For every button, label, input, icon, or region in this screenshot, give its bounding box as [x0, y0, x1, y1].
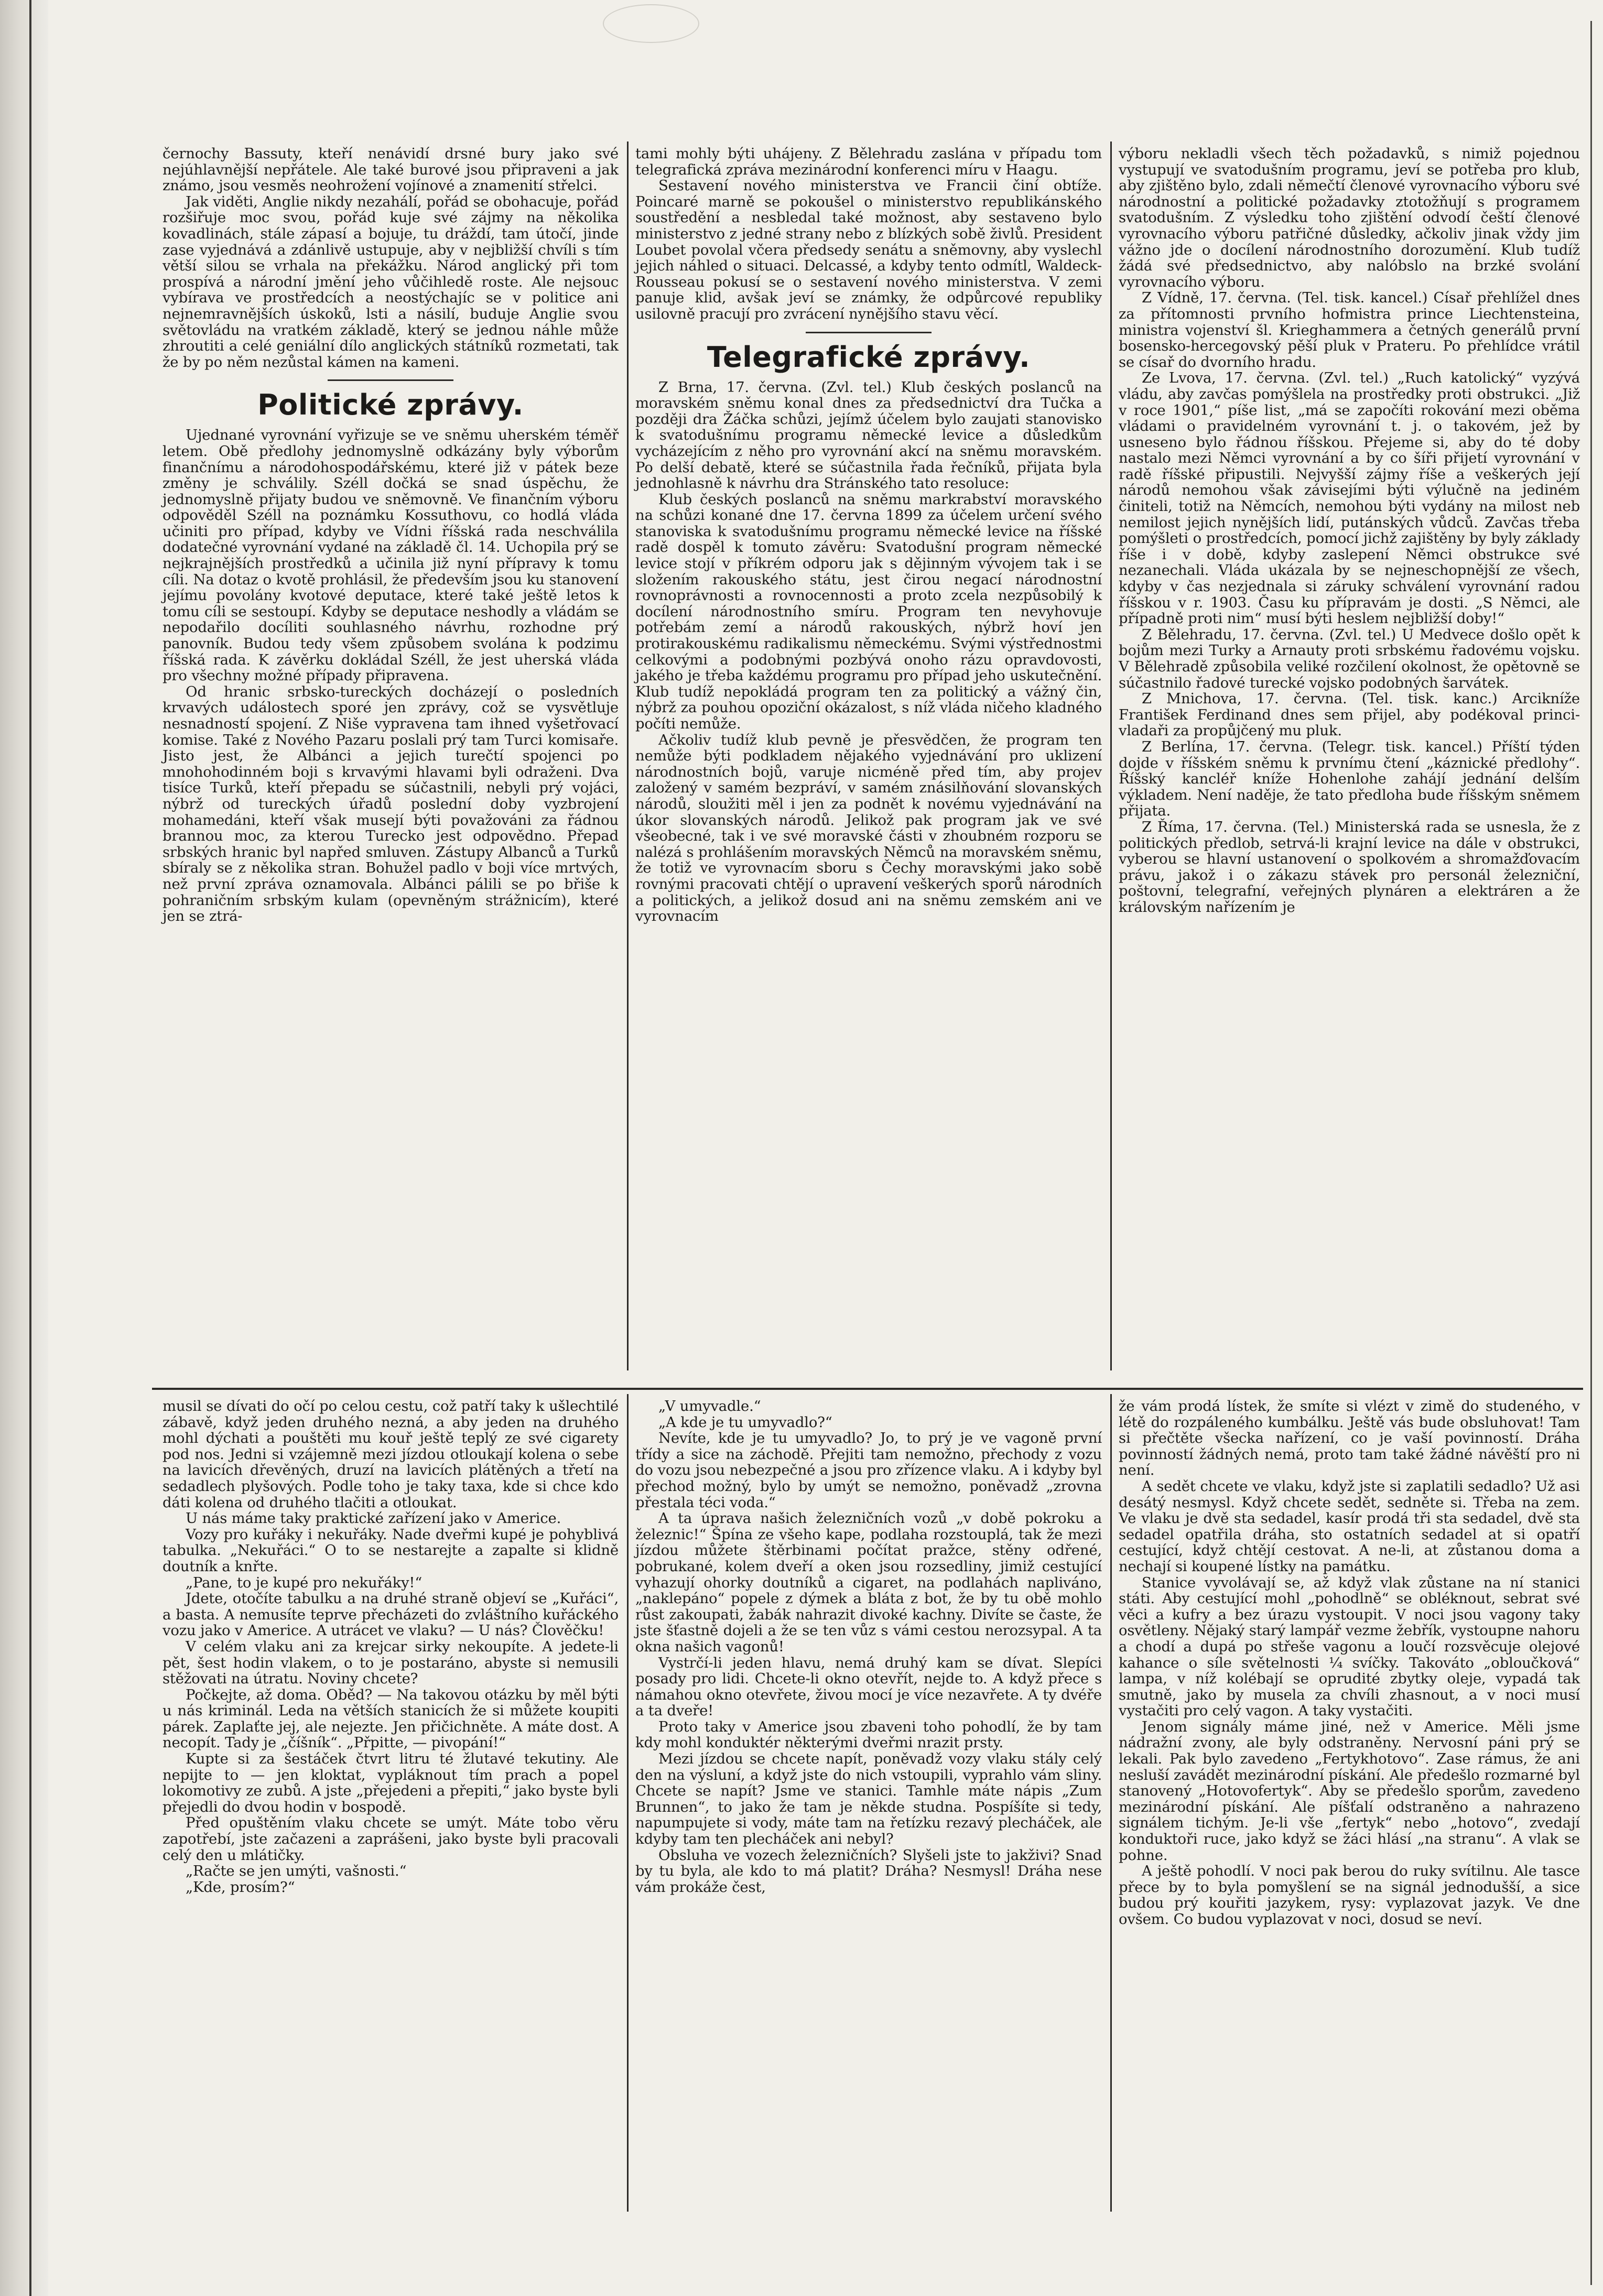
section-divider [806, 332, 932, 333]
article-paragraph: Z Brna, 17. června. (Zvl. tel.) Klub českých poslanců na moravském sněmu konal dnes za předsednictví dra Tučka a později dra Žáčka schůzi, jejímž účelem bylo zaujati stanovisko k svatodušnímu programu německé levice a důsledkům vycházejícím z něho pro vyrovnání akcí na sněmu moravském. Po delší debatě, které se súčastnila řada řečníků, přijata byla jednohlasně k návrhu dra Stránského tato resoluce: [635, 378, 1102, 492]
library-stamp-mark [603, 4, 699, 43]
column-divider [627, 142, 629, 1370]
column-divider [627, 1394, 629, 2212]
feuilleton-paragraph: Stanice vyvolávají se, až když vlak zůstane na ní stanici státi. Aby cestující mohl „pohodlně“ se obléknout, sebrat své věci a kufry a bez úrazu vystoupit. V noci jsou vagony taky osvětleny. Nějaký starý lampář vezme žebřík, vystoupne nahoru a chodí a dupá po střeše vagonu a loučí rozsvěcuje olejové kahance o síle světelnosti ¼ svíčky. Takováto „obloučková“ lampa, v níž kolébají se oprudité zbytky oleje, vypadá tak smutně, jako by musela za chvíli zhasnout, a v noci musí vystačiti pro celý vagon. A taky vystačiti. [1119, 1574, 1580, 1720]
article-paragraph: Jak viděti, Anglie nikdy nezahálí, pořád se obohacuje, pořád rozšiřuje moc svou, pořád kuje své zájmy na několika kovadlinách, stále zápasí a bojuje, tu dráždí, tam útočí, jinde zase vyjednává a zdánlivě ustupuje, aby v nejbližší chvíli s tím větší silou se vrhala na překážku. Národ anglický při tom prospívá a národní jmění jeho vůčihledě roste. Ale nejsouc vybírava ve prostředcích a neostýchajíc se v politice ani nejnemravnějších úskoků, lsti a násilí, buduje Anglie svou světovládu na vratkém základě, který se jednou náhle může zhroutiti a celé geniální dílo anglických státníků rozmetati, tak že by po něm nezůstal kámen na kameni. [163, 193, 619, 371]
column-1-upper [163, 146, 619, 924]
feuilleton-column-3 [1119, 1398, 1580, 1928]
feuilleton-paragraph: A sedět chcete ve vlaku, když jste si zaplatili sedadlo? Už asi desátý nesmysl. Když chcete sedět, sedněte si. Třeba na zem. Ve vlaku je dvě sta sedadel, kasír prodá tři sta sedadel, dvě sta sedadel opatřila dráha, sto ostatních sedadel at si opatří cestující, když chtějí cestovat. A ne-li, at zůstanou doma a nechají si koupené lístky na památku. [1119, 1477, 1580, 1575]
news-item-vienna: Z Vídně, 17. června. (Tel. tisk. kancel.) Císař přehlížel dnes za přítomnosti prvního hofmistra prince Liechtensteina, ministra vojenství šl. Krieghammera a četných generálů první bosensko-hercegovský pěší pluk v Prateru. Po přehlídce vrátil se císař do dvorního hradu. [1119, 289, 1580, 371]
feuilleton-paragraph: V celém vlaku ani za krejcar sirky nekoupíte. A jedete-li pět, šest hodin vlakem, o to je postaráno, abyste si nemusili stěžovati na útratu. Noviny chcete? [163, 1638, 619, 1688]
feuilleton-paragraph: „Kde, prosím?“ [186, 1878, 295, 1896]
feuilleton-paragraph: A ta úprava našich železničních vozů „v době pokroku a železnic!“ Špína ze všeho kape, podlaha rozstouplá, tak že mezi jízdou můžete štěrbinami počítat pražce, stěny odřené, pobrukané, kolem dveří a oken jsou rozsedliny, jimiž cestující vyhazují ohorky doutníků a cigaret, na podlahách napliváno, „naklepáno“ popele z dýmek a bláta z bot, že by tu obě mohlo růst zakoupati, žabák nahrazit divoké kachny. Divíte se časte, že jste šťastně dojeli a že se ten vůz s vámi cestou nerozsypal. A ta okna našich vagonů! [635, 1510, 1102, 1655]
feuilleton-paragraph: Obsluha ve vozech železničních? Slyšeli jste to jakživi? Snad by tu byla, ale kdo to má platit? Dráha? Nesmysl! Dráha nese vám prokáže čest, [635, 1846, 1102, 1896]
feuilleton-column-1 [163, 1398, 619, 1895]
feuilleton-paragraph: Kupte si za šestáček čtvrt litru té žlutavé tekutiny. Ale nepijte to — jen kloktat, vypláknout tím prach a popel lokomotivy ze zubů. A jste „přejedeni a přepiti,“ jako byste byli přejedli do dvou hodin v bospodě. [163, 1750, 619, 1815]
feuilleton-paragraph: „Pane, to je kupé pro nekuřáky!“ [186, 1574, 423, 1591]
article-paragraph: Ujednané vyrovnání vyřizuje se ve sněmu uherském téměř letem. Obě předlohy jednomyslně odkázány byly výborům finančnímu a národohospodářskému, které již v pátek beze změny je schválily. Széll dočká se snad úspěchu, že jednomyslně přijaty budou ve sněmovně. Ve finančním výboru odpověděl Széll na poznámku Kossuthovu, co hodlá vláda učiniti pro případ, kdyby ve Vídni říšská rada neschválila dodatečné vyrovnání vydané na základě čl. 14. Uchopila prý se nejkrajnějších prostředků a učinila již nyní přípravy k tomu cíli. Na dotaz o kvotě prohlásil, že především jsou ku stanovení jejímu povolány kvotové deputace, které také ještě letos k tomu cíli se sestoupí. Kdyby se deputace neshodly a vládám se nepodařilo docíliti souhlasného návrhu, rozhodne prý panovník. Budou tedy všem způsobem svolána k podzimu říšská rada. K závěrku dokládal Széll, že jest uherská vláda pro všechny možné případy připravena. [163, 427, 619, 684]
feuilleton-paragraph: Nevíte, kde je tu umyvadlo? Jo, to prý je ve vagoně první třídy a sice na záchodě. Přejiti tam nemožno, přechody z vozu do vozu jsou nebezpečné a jsou pro zřízence vlaku. A i kdyby byl přechod možný, bylo by umýt se nemožno, poněvadž „zrovna přestala téci voda.“ [635, 1430, 1102, 1511]
article-paragraph: černochy Bassuty, kteří nenávidí drsné bury jako své nejúhlavnější nepřátele. Ale také burové jsou připraveni a jak známo, jsou vesměs neohrožení vojínové a znamenití střelci. [163, 145, 619, 194]
feuilleton-paragraph: „V umyvadle.“ [658, 1398, 761, 1414]
news-item-munich: Z Mnichova, 17. června. (Tel. tisk. kanc.) Arcikníže František Ferdinand dnes sem přijel, aby podékoval princi-vladaři za propůjčený mu pluk. [1119, 690, 1580, 739]
article-paragraph: tami mohly býti uhájeny. Z Bělehradu zaslána v případu tom telegrafická zpráva mezinárodní konferenci míru v Haagu. [635, 145, 1102, 178]
feuilleton-paragraph: Před opuštěním vlaku chcete se umýt. Máte tobo věru zapotřebí, jste začazeni a zaprášeni, jako byste byli pracovali celý den u mlátičky. [163, 1814, 619, 1864]
article-paragraph: Od hranic srbsko-tureckých docházejí o posledních krvavých událostech sporé jen zprávy, což se vysvětluje nesnadností spojení. Z Niše vypravena tam ihned vyšetřovací komise. Také z Nového Pazaru poslali prý tam Turci komisaře. Jisto jest, že Albánci a jejich turečtí spojenci po mnohohodinném boji s krvavými hlavami byli odraženi. Dva tisíce Turků, kteří přepadu se súčastnili, nebyli prý vojáci, nýbrž od tureckých úřadů poslední doby vyzbrojení mohamedáni, kteří však musejí býti považováni za řádnou brannou moc, za kterou Turecko jest odpovědno. Přepad srbských hranic byl napřed smluven. Zástupy Albanců a Turků sbíraly se z několika stran. Bohužel padlo v boji více mrtvých, než první zpráva oznamovala. Albánci pálili se po břiše k pohraničním srbským kulam (opevněným strážnicím), které jen se ztrá- [163, 683, 619, 925]
feuilleton-paragraph: Jdete, otočíte tabulku a na druhé straně objeví se „Kuřáci“, a basta. A nemusíte teprve přecházeti do zvláštního kuřáckého vozu jako v Americe. A utrácet ve vlaku? — U nás? Člověčku! [163, 1590, 619, 1639]
feuilleton-divider [152, 1388, 1583, 1390]
news-item-belgrade: Z Bělehradu, 17. června. (Zvl. tel.) U Medvece došlo opět k bojům mezi Turky a Arnauty proti srbskému řadovému vojsku. V Bělehradě způsobila veliké rozčilení okolnost, že opětovně se súčastnilo řadové turecké vojsko podobných šarvátek. [1119, 626, 1580, 691]
news-item-rome: Z Říma, 17. června. (Tel.) Ministerská rada se usnesla, že z politických předlob, setrvá-li krajní levice na dále v obstrukci, vyberou se hlavní ustanovení o spolkovém a shromažďovacím právu, jakož i o zákazu stávek pro personál železniční, poštovní, telegrafní, veřejných plynáren a elektráren a že královským nařízením je [1119, 818, 1580, 916]
binding-spine [0, 0, 48, 2296]
feuilleton-paragraph: „Račte se jen umýti, vašnosti.“ [186, 1863, 407, 1880]
feuilleton-paragraph: Mezi jízdou se chcete napít, poněvadž vozy vlaku stály celý den na výsluní, a když jste do nich vstoupili, vyprahlo vám sliny. Chcete se napít? Jsme ve stanici. Tamhle máte nápis „Zum Brunnen“, to jako že tam je někde studna. Pospíšíte si tedy, napumpujete si vody, máte tam na řetízku rezavý plecháček, ale kdyby tam ten plecháček ani nebyl? [635, 1750, 1102, 1848]
section-divider [328, 379, 453, 381]
feuilleton-column-2 [635, 1398, 1102, 1895]
feuilleton-paragraph: Vozy pro kuřáky i nekuřáky. Nade dveřmi kupé je pohyblivá tabulka. „Nekuřáci.“ O to se nestarejte a zapalte si klidně doutník a knřte. [163, 1526, 619, 1575]
section-heading-telegraphic: Telegrafické zprávy. [707, 340, 1031, 374]
binding-rule [29, 0, 31, 2296]
article-paragraph: Klub českých poslanců na sněmu markrabství moravského na schůzi konané dne 17. června 1899 za účelem určení svého stanoviska k svatodušnímu programu německé levice na říšské radě dospěl k tomuto závěru: Svatodušní program německé levice stojí v příkrém odporu jak s dějinným vývojem tak i se složením rakouského státu, jest čirou negací národnostní rovnoprávnosti a rovnocennosti a proto zcela nezpůsobilý k docílení národnostního smíru. Program ten nevyhovuje potřebám zemí a národů rakouských, nýbrž hoví jen protirakouskému radikalismu německému. Svými výstřednostmi celkovými a podobnými pozbývá onoho rázu opravdovosti, jakého je třeba každému programu pro případ jeho uskutečnění. Klub tudíž nepokládá program ten za politický a vážný čin, nýbrž za pouhou opoziční okázalost, s níž vláda ničeho kladného počíti nemůže. [635, 491, 1102, 732]
news-item-berlin: Z Berlína, 17. června. (Telegr. tisk. kancel.) Příští týden dojde v říšském sněmu k prvnímu čtení „káznické předlohy“. Říšský kancléř kníže Hohenlohe zahájí jednání delším výkladem. Není naděje, že tato předloha bude říšským sněmem přijata. [1119, 738, 1580, 820]
article-paragraph: Sestavení nového ministerstva ve Francii činí obtíže. Poincaré marně se pokoušel o ministerstvo republikánského soustředění a nesbledal také možnost, aby sestaveno bylo ministerstvo z jedné strany nebo z blízkých sobě živlů. President Loubet povolal včera předsedy senátu a sněmovny, aby vyslechl jejich náhled o situaci. Delcassé, a kdyby tento odmítl, Waldeck-Rousseau pokusí se o sestavení nového ministerstva. V zemi panuje klid, avšak jeví se známky, že odpůrcové republiky usilovně pracují pro zvrácení nynějšího stavu věcí. [635, 177, 1102, 322]
feuilleton-paragraph: Počkejte, až doma. Oběd? — Na takovou otázku by měl býti u nás kriminál. Leda na větších stanicích že si můžete koupiti párek. Zaplaťte jej, ale nejezte. Jen přičichněte. A máte dost. A necopít. Tady je „číšník“. „Přpitte, — pivopání!“ [163, 1686, 619, 1751]
column-divider [1110, 1394, 1112, 2212]
article-paragraph: Ačkoliv tudíž klub pevně je přesvědčen, že program ten nemůže býti podkladem nějakého vyjednávání pro uklizení národnostních bojů, varuje nicméně před tím, aby projev založený v samém bezpráví, v samém znásilňování slovanských národů, sloužiti měl i jen za podnět k novému vyjednávání na úkor slovanských národů. Jelikož pak program jak ve své všeobecné, tak i ve své moravské části v zhoubném rozporu se nalézá s prohlášením moravských Němců na moravském sněmu, že totiž ve vyrovnacím sboru s Čechy moravskými jako sobě rovnými pracovati chtějí o upravení veškerých sporů národních a politických, a jelikož dosud ani na sněmu zemském ani ve vyrovnacím [635, 731, 1102, 925]
feuilleton-paragraph: Proto taky v Americe jsou zbaveni toho pohodlí, že by tam kdy mohl konduktér některými dveřmi nrazit prsty. [635, 1718, 1102, 1751]
column-3-upper [1119, 146, 1580, 916]
feuilleton-paragraph: že vám prodá lístek, že smíte si vlézt v zimě do studeného, v létě do rozpáleného kumbálku. Ještě vás bude obsluhovat! Tam si přečtěte všecka nařízení, co je vaší povinností. Dráha povinností žádných nemá, proto tam také žádné návěští pro ni není. [1119, 1398, 1580, 1479]
column-2-upper [635, 146, 1102, 924]
feuilleton-paragraph: Jenom signály máme jiné, než v Americe. Měli jsme nádražní zvony, ale byly odstraněny. Nervosní páni prý se lekali. Pak bylo zavedeno „Fertykhotovo“. Zase rámus, že ani nesluší zavádět mezinárodní pískání. Ale předešlo rozmarné byl stanovený „Hotovofertyk“. Aby se předešlo sporům, zavedeno mezinárodní pískání. Ale píšťalí odstraněno a nahrazeno signálem tichým. Je-li vše „fertyk“ nebo „hotovo“, zvedají konduktoři ruce, jako když se žáci hlásí „na stranu“. A vlak se pohne. [1119, 1718, 1580, 1864]
feuilleton-paragraph: „A kde je tu umyvadlo?“ [658, 1413, 832, 1431]
news-item-lvov: Ze Lvova, 17. června. (Zvl. tel.) „Ruch katolický“ vyzývá vládu, aby zavčas pomýšlela na prostředky proti obstrukci. „Již v roce 1901,“ píše list, „má se započíti rokování mezi oběma vládami o pravidelném vyrovnání t. j. o takovém, jež by usneseno bylo řádnou říšskou. Přejeme si, aby do té doby nastalo mezi Němci vyrovnání a by co šíři přijetí vyrovnání v radě říšské připustili. Nejvyšší zájmy říše a veškerých její národů nemohou však závisejími býti výlučně na jediném činiteli, totiž na Němcích, nemohou býti vydány na milost neb nemilost jejich nynějších lidí, putánských vůdců. Zavčas třeba pomýšleti o prostředcích, pomocí jichž zajištěny by byly základy říše i v době, kdyby zaslepení Němci obstrukce své nezanechali. Vláda ukázala by se nejneschopnější ze všech, kdyby v čas nezjednala si záruky schválení vyrovnání radou říšskou v r. 1903. Času ku přípravám je dosti. „S Němci, ale případně proti nim“ musí býti heslem nejbližší doby!“ [1119, 369, 1580, 627]
feuilleton-paragraph: Vystrčí-li jeden hlavu, nemá druhý kam se dívat. Slepíci posady pro lidi. Chcete-li okno otevřít, nejde to. A když přece s námahou okno otevřete, živou mocí je více nezavřete. A ty dvéře a ta dveře! [635, 1654, 1102, 1720]
column-divider [1110, 142, 1112, 1370]
feuilleton-paragraph: A ještě pohodlí. V noci pak berou do ruky svítilnu. Ale tasce přece by to byla pomyšlení se na signál jednodušší, a sice budou prý kouřiti jazykem, rysy: vyplazovat jazyk. Ve dne ovšem. Co budou vyplazovat v noci, dosud se neví. [1119, 1863, 1580, 1928]
feuilleton-paragraph: musil se dívati do očí po celou cestu, což patří taky k ušlechtilé zábavě, když jeden druhého nezná, a aby jeden na druhého mohl dýchati a pouštěti mu kouř ještě teplý ze své cigarety pod nos. Jedni si vzájemně mezi jízdou otloukají kolena o sebe na lavicích dřevěných, druzí na lavicích plátěných a třetí na sedadlech plyšových. Podle toho je taky taxa, kde si chce kdo dáti kolena od druhého tlačiti a otloukat. [163, 1398, 619, 1511]
page-edge-rule [1590, 21, 1592, 2285]
article-paragraph: výboru nekladli všech těch požadavků, s nimiž pojednou vystupují ve svatodušním programu, jeví se potřeba pro klub, aby zjištěno bylo, zdali němečtí členové vyrovnacího výboru své národnostní a politické požadavky ztotožňují s programem svatodušním. Z výsledku toho zjištění odvodí čeští členové vyrovnacího výboru patřičné důsledky, ačkoliv jinak vždy jim vážno jde o docílení národnostního dorozumění. Klub tudíž žádá své předsednictvo, aby nalóbslo na brzké svolání vyrovnacího výboru. [1119, 145, 1580, 290]
feuilleton-paragraph: U nás máme taky praktické zařízení jako v Americe. [186, 1510, 561, 1527]
section-heading-political: Politické zprávy. [257, 388, 524, 422]
